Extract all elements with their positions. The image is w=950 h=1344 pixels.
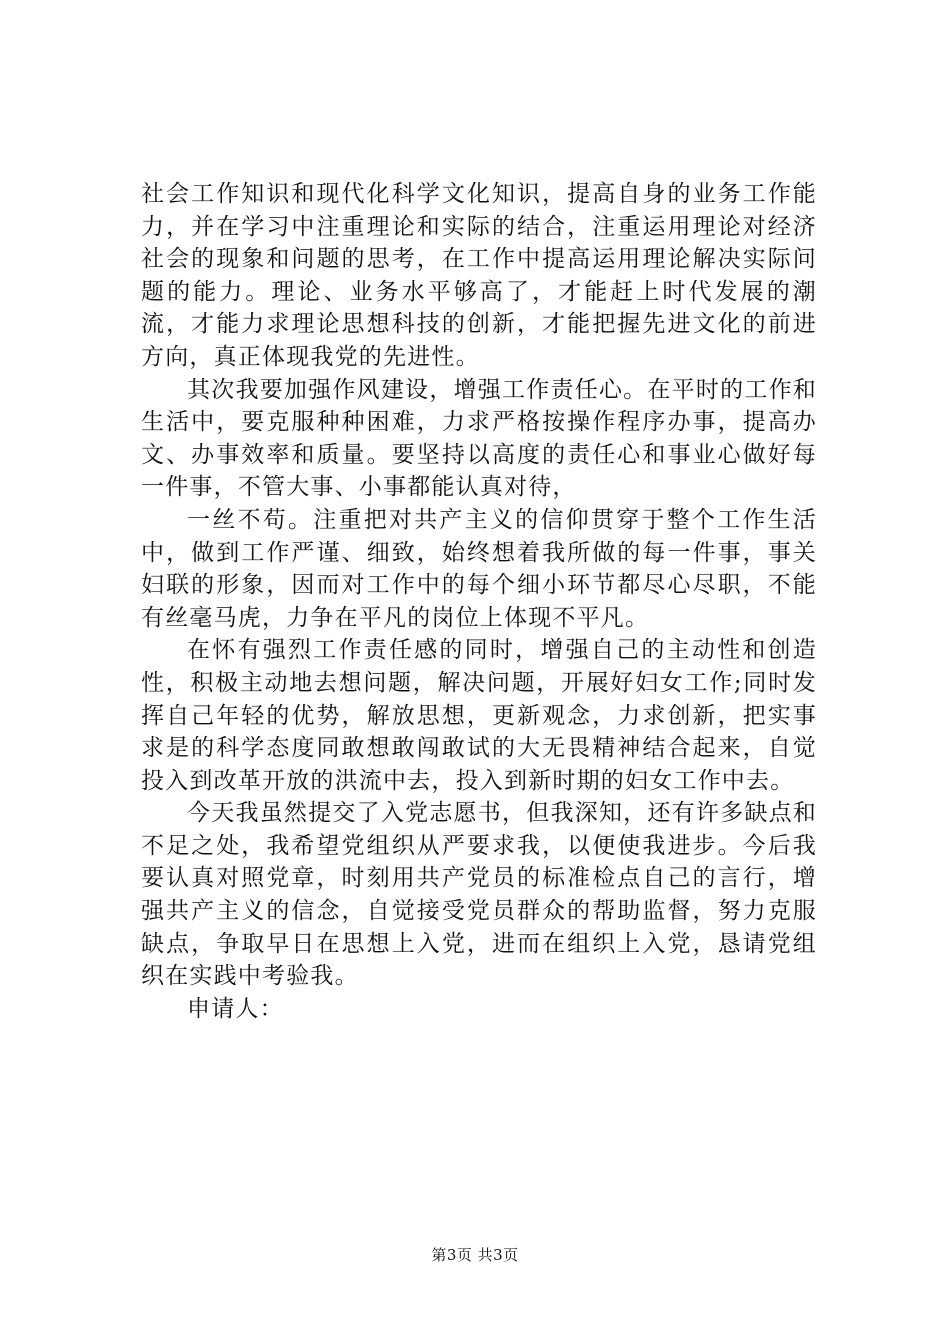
paragraph-5: 今天我虽然提交了入党志愿书，但我深知，还有许多缺点和不足之处，我希望党组织从严要求我，以便使我进步。今后我要认真对照党章，时刻用共产党员的标准检点自己的言行，增强共产主义的信念，自觉接受党员群众的帮助监督，努力克服缺点，争取早日在思想上入党，进而在组织上入党，恳请党组织在实践中考验我。 [141,800,817,990]
page-number-footer: 第3页 共3页 [431,1246,519,1264]
paragraph-2: 其次我要加强作风建设，增强工作责任心。在平时的工作和生活中，要克服种种困难，力求严格按操作程序办事，提高办文、办事效率和质量。要坚持以高度的责任心和事业心做好每一件事，不管大事、小事都能认真对待， [141,376,817,501]
paragraph-1: 社会工作知识和现代化科学文化知识，提高自身的业务工作能力，并在学习中注重理论和实际的结合，注重运用理论对经济社会的现象和问题的思考，在工作中提高运用理论解决实际问题的能力。理论、业务水平够高了，才能赶上时代发展的潮流，才能力求理论思想科技的创新，才能把握先进文化的前进方向，真正体现我党的先进性。 [141,181,817,370]
paragraph-4: 在怀有强烈工作责任感的同时，增强自己的主动性和创造性，积极主动地去想问题，解决问题，开展好妇女工作;同时发挥自己年轻的优势，解放思想，更新观念，力求创新，把实事求是的科学态度同敢想敢闯敢试的大无畏精神结合起来，自觉投入到改革开放的洪流中去，投入到新时期的妇女工作中去。 [141,637,817,794]
document-body [141,178,817,1025]
paragraph-3: 一丝不苟。注重把对共产主义的信仰贯穿于整个工作生活中，做到工作严谨、细致，始终想着我所做的每一件事，事关妇联的形象，因而对工作中的每个细小环节都尽心尽职，不能有丝毫马虎，力争在平凡的岗位上体现不平凡。 [141,506,817,631]
applicant-signature-line: 申请人： [187,995,284,1022]
